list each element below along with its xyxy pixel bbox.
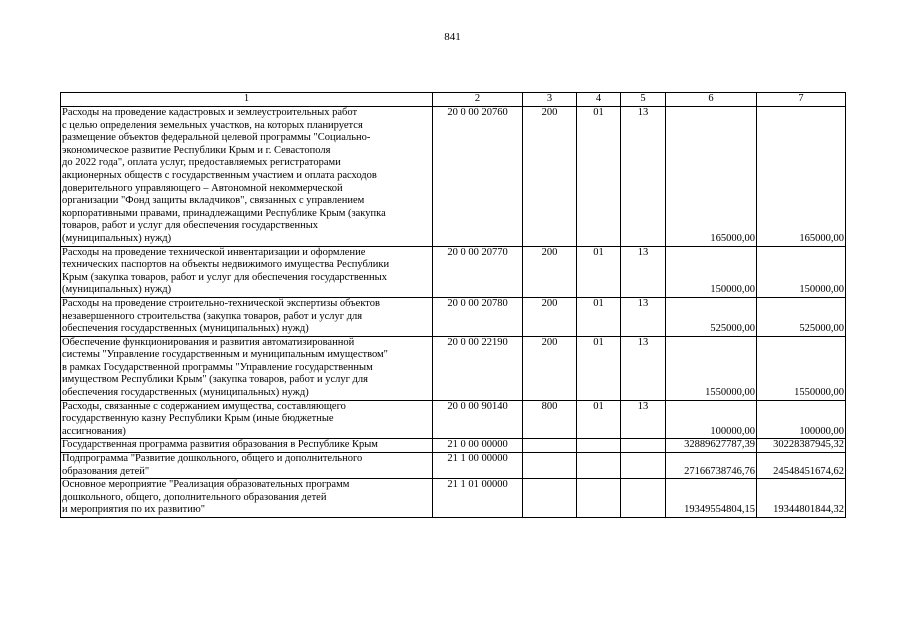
- row-code: 20 0 00 20780: [433, 297, 523, 336]
- row-column-4: [577, 453, 621, 479]
- row-amount-col-6: 525000,00: [666, 297, 757, 336]
- column-header-row: [61, 93, 846, 107]
- row-description: Расходы на проведение кадастровых и землеустроительных работ с целью определения земельных участков, на которых планируется размещение объектов федеральной целевой программы "Социально- экономическое развитие Республики Крым и г. Севастополя до 2022 года", оплата услуг, предоставляемых регистраторами акционерных обществ с государственным участием и оплата расходов доверительного управляющего – Автономной некоммерческой организации "Фонд защиты вкладчиков", связанных с управлением корпоративными правами, принадлежащими Республике Крым (закупка товаров, работ и услуг для обеспечения государственных (муниципальных) нужд): [61, 107, 433, 247]
- row-amount-col-7: 165000,00: [757, 107, 846, 247]
- page-number: 841: [444, 31, 461, 43]
- row-amount-col-7: 1550000,00: [757, 336, 846, 400]
- table-row: [61, 107, 846, 247]
- row-column-3: [523, 479, 577, 518]
- row-column-4: 01: [577, 297, 621, 336]
- column-header: 3: [523, 93, 577, 107]
- row-amount-col-7: 24548451674,62: [757, 453, 846, 479]
- row-amount-col-7: 100000,00: [757, 400, 846, 439]
- row-code: 20 0 00 90140: [433, 400, 523, 439]
- row-column-3: 800: [523, 400, 577, 439]
- row-description: Подпрограмма "Развитие дошкольного, общего и дополнительного образования детей": [61, 453, 433, 479]
- row-amount-col-7: 30228387945,32: [757, 439, 846, 453]
- row-amount-col-7: 19344801844,32: [757, 479, 846, 518]
- row-column-5: 13: [621, 107, 666, 247]
- row-amount-col-6: 32889627787,39: [666, 439, 757, 453]
- row-column-4: 01: [577, 336, 621, 400]
- row-column-4: 01: [577, 246, 621, 297]
- row-description: Расходы на проведение строительно-технической экспертизы объектов незавершенного строительства (закупка товаров, работ и услуг для обеспечения государственных (муниципальных) нужд): [61, 297, 433, 336]
- row-code: 21 1 00 00000: [433, 453, 523, 479]
- column-header: 5: [621, 93, 666, 107]
- row-column-5: [621, 439, 666, 453]
- column-header: 6: [666, 93, 757, 107]
- row-code: 20 0 00 22190: [433, 336, 523, 400]
- row-description: Обеспечение функционирования и развития автоматизированной системы "Управление государственным и муниципальным имуществом" в рамках Государственной программы "Управление государственным имуществом Республики Крым" (закупка товаров, работ и услуг для обеспечения государственных (муниципальных) нужд): [61, 336, 433, 400]
- column-header: 4: [577, 93, 621, 107]
- table-row: [61, 400, 846, 439]
- table-row: [61, 297, 846, 336]
- row-column-5: 13: [621, 246, 666, 297]
- column-header: 7: [757, 93, 846, 107]
- row-description: Основное мероприятие "Реализация образовательных программ дошкольного, общего, дополнительного образования детей и мероприятия по их развитию": [61, 479, 433, 518]
- row-column-3: 200: [523, 246, 577, 297]
- row-column-3: [523, 453, 577, 479]
- row-column-3: 200: [523, 336, 577, 400]
- table-row: [61, 453, 846, 479]
- row-amount-col-7: 525000,00: [757, 297, 846, 336]
- row-column-4: 01: [577, 107, 621, 247]
- table-row: [61, 479, 846, 518]
- row-column-5: 13: [621, 400, 666, 439]
- row-column-3: [523, 439, 577, 453]
- row-amount-col-6: 100000,00: [666, 400, 757, 439]
- row-amount-col-6: 150000,00: [666, 246, 757, 297]
- table-row: [61, 439, 846, 453]
- row-column-3: 200: [523, 107, 577, 247]
- row-column-5: 13: [621, 336, 666, 400]
- row-amount-col-7: 150000,00: [757, 246, 846, 297]
- row-amount-col-6: 1550000,00: [666, 336, 757, 400]
- row-description: Расходы, связанные с содержанием имущества, составляющего государственную казну Республики Крым (иные бюджетные ассигнования): [61, 400, 433, 439]
- row-amount-col-6: 27166738746,76: [666, 453, 757, 479]
- row-column-3: 200: [523, 297, 577, 336]
- row-code: 21 1 01 00000: [433, 479, 523, 518]
- row-column-5: [621, 479, 666, 518]
- row-column-5: 13: [621, 297, 666, 336]
- column-header: 1: [61, 93, 433, 107]
- row-description: Расходы на проведение технической инвентаризации и оформление технических паспортов на объекты недвижимого имущества Республики Крым (закупка товаров, работ и услуг для обеспечения государственных (муниципальных) нужд): [61, 246, 433, 297]
- table-row: [61, 246, 846, 297]
- row-code: 21 0 00 00000: [433, 439, 523, 453]
- row-amount-col-6: 19349554804,15: [666, 479, 757, 518]
- row-column-4: [577, 439, 621, 453]
- row-column-4: 01: [577, 400, 621, 439]
- budget-table: [60, 92, 846, 518]
- column-header: 2: [433, 93, 523, 107]
- row-code: 20 0 00 20770: [433, 246, 523, 297]
- row-column-4: [577, 479, 621, 518]
- row-amount-col-6: 165000,00: [666, 107, 757, 247]
- table-row: [61, 336, 846, 400]
- row-code: 20 0 00 20760: [433, 107, 523, 247]
- row-description: Государственная программа развития образования в Республике Крым: [61, 439, 433, 453]
- row-column-5: [621, 453, 666, 479]
